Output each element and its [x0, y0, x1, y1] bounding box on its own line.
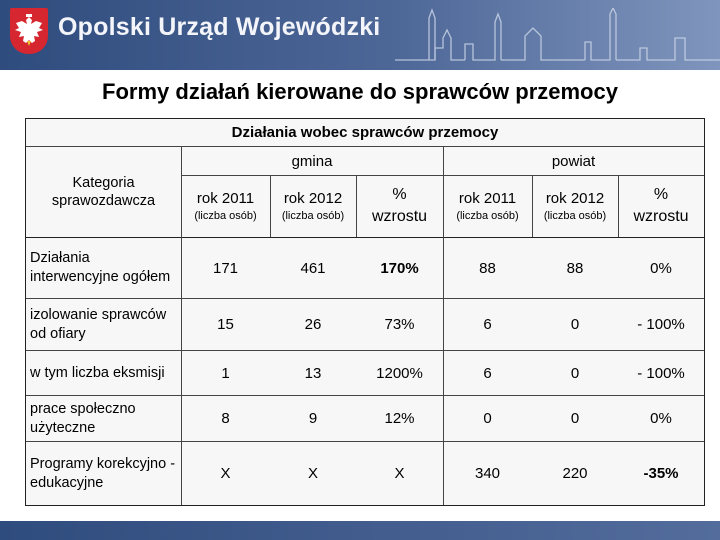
row-category: Działania interwencyjne ogółem — [30, 250, 171, 285]
column-sublabel: (liczba osób) — [543, 210, 607, 222]
column-label: rok 2012 — [545, 190, 605, 207]
table-caption: Działania wobec sprawców przemocy — [231, 124, 499, 141]
table-cell: 88 — [566, 259, 584, 277]
table-cell: 12% — [384, 410, 415, 427]
table-cell: 0 — [570, 410, 580, 427]
table-cell: 73% — [384, 316, 415, 333]
table-cell: 6 — [483, 316, 492, 333]
column-header — [532, 176, 618, 236]
page-title: Formy działań kierowane do sprawców przemocy — [102, 79, 618, 104]
table-cell: 1200% — [376, 364, 423, 382]
column-header: % wzrostu — [371, 186, 428, 225]
column-header — [181, 176, 270, 236]
column-header: % wzrostu — [633, 186, 689, 225]
table-cell: X — [220, 465, 231, 482]
data-table — [25, 118, 705, 506]
table-cell: - 100% — [637, 316, 685, 333]
column-header — [443, 176, 532, 236]
column-label: rok 2011 — [196, 190, 255, 207]
table-cell: 88 — [479, 259, 496, 277]
table-cell: 0% — [650, 410, 672, 427]
row-category: Programy korekcyjno - edukacyjne — [30, 455, 176, 491]
row-category: prace społeczno użyteczne — [30, 400, 136, 436]
header-title: Opolski Urząd Wojewódzki — [58, 13, 381, 41]
table-cell: 26 — [304, 316, 322, 333]
table-cell: 15 — [217, 316, 234, 333]
table-cell: X — [307, 465, 318, 482]
table-cell: -35% — [643, 465, 679, 482]
table-cell: 9 — [308, 410, 318, 427]
column-sublabel: (liczba osób) — [456, 210, 519, 222]
table-cell: 461 — [300, 259, 326, 277]
column-label: rok 2012 — [283, 190, 343, 207]
column-label: rok 2011 — [458, 190, 517, 207]
table-cell: 340 — [474, 465, 501, 482]
table-cell: 13 — [304, 364, 322, 382]
table-cell: 220 — [562, 465, 588, 482]
table-cell: 6 — [483, 364, 492, 382]
category-header: Kategoria sprawozdawcza — [51, 175, 156, 209]
table-cell: 0 — [483, 410, 492, 427]
table-cell: 0 — [570, 364, 580, 382]
column-sublabel: (liczba osób) — [194, 210, 257, 222]
city-skyline-icon — [395, 8, 720, 64]
row-category: izolowanie sprawców od ofiary — [30, 306, 167, 342]
row-category: w tym liczba eksmisji — [30, 364, 165, 381]
table-cell: - 100% — [637, 364, 685, 382]
table-cell: 170% — [380, 259, 419, 277]
column-header — [270, 176, 356, 236]
table-cell: 171 — [212, 259, 239, 277]
table-cell: 8 — [221, 410, 230, 427]
group-header-gmina: gmina — [291, 152, 333, 170]
column-sublabel: (liczba osób) — [281, 210, 345, 222]
table-cell: 0 — [570, 316, 580, 333]
header-bar — [0, 0, 720, 70]
table-cell: 0% — [650, 259, 672, 277]
group-header-powiat: powiat — [551, 152, 596, 170]
footer-bar — [0, 521, 720, 540]
white-eagle-emblem-icon — [10, 8, 48, 54]
table-cell: 1 — [221, 364, 230, 382]
table-cell: X — [394, 465, 405, 482]
